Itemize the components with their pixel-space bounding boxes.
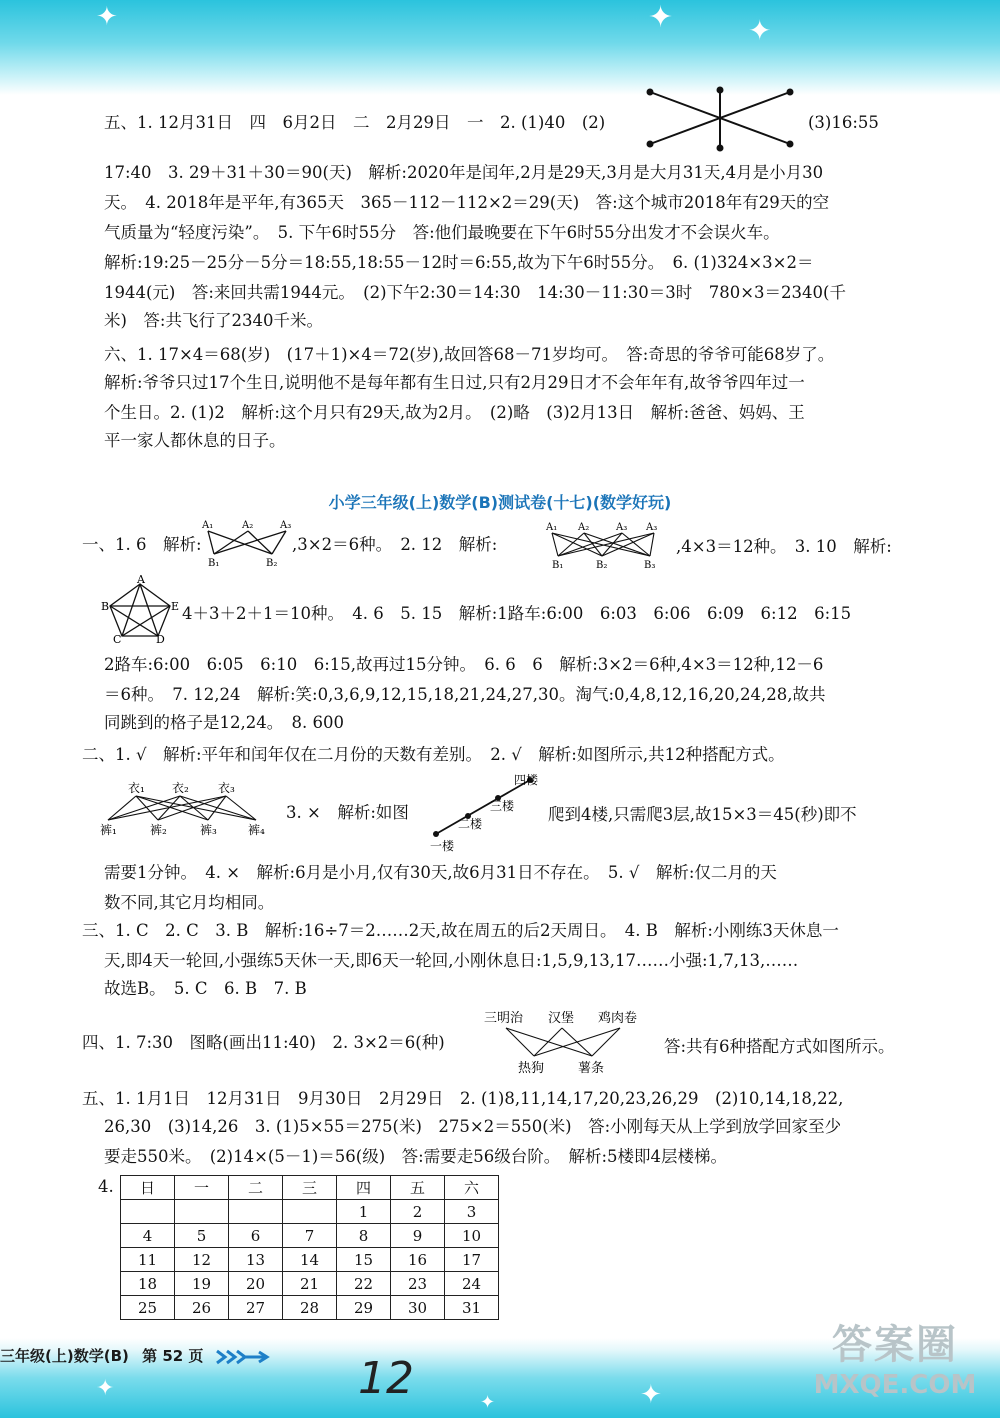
- calendar-cell: 19: [175, 1272, 229, 1296]
- line-pairing-figure: [640, 82, 800, 158]
- calendar-cell: 13: [229, 1248, 283, 1272]
- answer-line: 爬到4楼,只需爬3层,故15×3＝45(秒)即不: [548, 805, 857, 824]
- answer-line: 天,即4天一轮回,小强练5天休一天,即6天一轮回,小刚休息日:1,5,9,13,17……小强:1,7,13,……: [104, 951, 799, 970]
- svg-text:三楼: 三楼: [490, 799, 515, 813]
- pentagon-diagram: [100, 574, 180, 644]
- sparkle-icon: ✦: [748, 14, 772, 47]
- calendar-cell: 30: [391, 1296, 445, 1320]
- calendar-cell: 1: [337, 1200, 391, 1224]
- answer-line: 需要1分钟。 4. × 解析:6月是小月,仅有30天,故6月31日不存在。 5. √ 解析:仅二月的天: [104, 863, 777, 882]
- weekday-header: 日: [121, 1176, 175, 1200]
- sparkle-icon: ✦: [96, 2, 118, 32]
- answer-line: 五、1. 1月1日 12月31日 9月30日 2月29日 2. (1)8,11,14,17,20,23,26,29 (2)10,14,18,22,: [82, 1089, 844, 1108]
- svg-text:C: C: [113, 633, 122, 644]
- calendar-week-row: [121, 1200, 499, 1224]
- calendar-cell: 6: [229, 1224, 283, 1248]
- calendar-cell: 11: [121, 1248, 175, 1272]
- clothes-pairing-diagram: [98, 776, 278, 840]
- svg-text:A₃: A₃: [280, 520, 292, 531]
- calendar-cell: 15: [337, 1248, 391, 1272]
- svg-text:裤₃: 裤₃: [200, 823, 217, 837]
- answer-line: 一、1. 6 解析:: [82, 535, 202, 554]
- calendar-cell: 26: [175, 1296, 229, 1320]
- calendar-cell: 28: [283, 1296, 337, 1320]
- question-number: 4.: [98, 1177, 114, 1196]
- svg-text:衣₂: 衣₂: [172, 781, 189, 795]
- calendar-cell: [121, 1200, 175, 1224]
- svg-text:B₁: B₁: [208, 558, 220, 569]
- answer-line: 解析:19:25－25分－5分＝18:55,18:55－12时＝6:55,故为下午6时55分。 6. (1)324×3×2＝: [104, 253, 814, 272]
- calendar-cell: 12: [175, 1248, 229, 1272]
- svg-text:E: E: [171, 600, 180, 613]
- pairing-diagram-a-b: [200, 516, 296, 570]
- calendar-cell: 4: [121, 1224, 175, 1248]
- weekday-header: 四: [337, 1176, 391, 1200]
- watermark-url: MXQE.COM: [813, 1370, 977, 1400]
- calendar-cell: 9: [391, 1224, 445, 1248]
- answer-line: 解析:爷爷只过17个生日,说明他不是每年都有生日过,只有2月29日才不会年年有,故爷爷四年过一: [104, 373, 805, 392]
- calendar-cell: 3: [445, 1200, 499, 1224]
- calendar-cell: 20: [229, 1272, 283, 1296]
- calendar-cell: 7: [283, 1224, 337, 1248]
- calendar-cell: [283, 1200, 337, 1224]
- sparkle-icon: ✦: [640, 1380, 662, 1410]
- answer-line: 17:40 3. 29＋31＋30＝90(天) 解析:2020年是闰年,2月是29天,3月是大月31天,4月是小月30: [104, 163, 824, 182]
- answer-line: ,4×3＝12种。 3. 10 解析:: [676, 537, 892, 556]
- book-label: 三年级(上)数学(B): [0, 1347, 129, 1365]
- weekday-header: 三: [283, 1176, 337, 1200]
- handwritten-number: 12: [358, 1353, 414, 1404]
- svg-text:汉堡: 汉堡: [548, 1011, 575, 1026]
- calendar-cell: 18: [121, 1272, 175, 1296]
- svg-text:A: A: [137, 574, 145, 586]
- watermark-logo: [800, 1320, 990, 1410]
- answer-line: 米) 答:共飞行了2340千米。: [104, 311, 323, 330]
- svg-text:四楼: 四楼: [514, 773, 539, 787]
- answer-line: (3)16:55: [808, 113, 879, 132]
- answer-line: 平一家人都休息的日子。: [104, 431, 286, 450]
- svg-text:裤₄: 裤₄: [248, 823, 265, 837]
- svg-text:衣₁: 衣₁: [128, 781, 145, 795]
- stairs-diagram: [428, 770, 554, 852]
- answer-line: 气质量为“轻度污染”。 5. 下午6时55分 答:他们最晚要在下午6时55分出发才不会误火车。: [104, 223, 780, 242]
- calendar-cell: 5: [175, 1224, 229, 1248]
- calendar-cell: 25: [121, 1296, 175, 1320]
- svg-text:三明治: 三明治: [484, 1011, 524, 1026]
- watermark-text: 答案圈: [832, 1322, 958, 1368]
- svg-text:热狗: 热狗: [518, 1061, 545, 1076]
- answer-line: 三、1. C 2. C 3. B 解析:16÷7＝2……2天,故在周五的后2天周日。 4. B 解析:小刚练3天休息一: [82, 921, 839, 940]
- svg-text:B₂: B₂: [596, 560, 608, 571]
- calendar-header-row: [121, 1176, 499, 1200]
- svg-text:B: B: [101, 600, 110, 613]
- calendar-cell: 22: [337, 1272, 391, 1296]
- sparkle-icon: ✦: [648, 0, 674, 35]
- svg-text:A₃: A₃: [646, 522, 658, 533]
- calendar-cell: 24: [445, 1272, 499, 1296]
- calendar-week-row: [121, 1296, 499, 1320]
- weekday-header: 一: [175, 1176, 229, 1200]
- answer-line: 个生日。2. (1)2 解析:这个月只有29天,故为2月。 (2)略 (3)2月13日 解析:爸爸、妈妈、王: [104, 403, 805, 422]
- calendar-cell: 31: [445, 1296, 499, 1320]
- answer-line: 26,30 (3)14,26 3. (1)5×55＝275(米) 275×2＝550(米) 答:小刚每天从上学到放学回家至少: [104, 1117, 842, 1136]
- svg-text:一楼: 一楼: [430, 839, 455, 852]
- calendar-cell: 17: [445, 1248, 499, 1272]
- sparkle-icon: ✦: [96, 1376, 115, 1401]
- answer-line: ＝6种。 7. 12,24 解析:笑:0,3,6,9,12,15,18,21,24,27,30。淘气:0,4,8,12,16,20,24,28,故共: [104, 685, 826, 704]
- answer-line: 四、1. 7:30 图略(画出11:40) 2. 3×2＝6(种): [82, 1033, 445, 1052]
- answer-line: 故选B。 5. C 6. B 7. B: [104, 979, 307, 998]
- svg-text:裤₁: 裤₁: [100, 823, 117, 837]
- page-number: 第 52 页: [142, 1347, 204, 1365]
- calendar-cell: 2: [391, 1200, 445, 1224]
- calendar-cell: 27: [229, 1296, 283, 1320]
- calendar-cell: 21: [283, 1272, 337, 1296]
- calendar-cell: 8: [337, 1224, 391, 1248]
- svg-text:A₂: A₂: [242, 520, 254, 531]
- svg-text:A₂: A₂: [578, 522, 590, 533]
- svg-text:衣₃: 衣₃: [218, 781, 235, 795]
- calendar-week-row: [121, 1248, 499, 1272]
- sparkle-icon: ✦: [480, 1392, 496, 1413]
- answer-line: 天。 4. 2018年是平年,有365天 365－112－112×2＝29(天) 答:这个城市2018年有29天的空: [104, 193, 830, 212]
- calendar-week-row: [121, 1224, 499, 1248]
- answer-line: 答:共有6种搭配方式如图所示。: [664, 1037, 895, 1056]
- answer-line: 3. × 解析:如图: [286, 803, 409, 822]
- svg-text:B₂: B₂: [266, 558, 278, 569]
- calendar-table: [120, 1175, 499, 1320]
- pairing-diagram-a-b-2: [544, 518, 670, 572]
- answer-line: 要走550米。 (2)14×(5－1)＝56(级) 答:需要走56级台阶。 解析:5楼即4层楼梯。: [104, 1147, 728, 1166]
- answer-line: 同跳到的格子是12,24。 8. 600: [104, 713, 344, 732]
- svg-text:B₁: B₁: [552, 560, 564, 571]
- top-decorative-band: [0, 0, 1000, 95]
- answer-line: 1944(元) 答:来回共需1944元。 (2)下午2:30＝14:30 14:30－11:30＝3时 780×3＝2340(千: [104, 283, 846, 302]
- calendar-cell: 29: [337, 1296, 391, 1320]
- svg-text:薯条: 薯条: [578, 1061, 605, 1076]
- answer-line: 五、1. 12月31日 四 6月2日 二 2月29日 一 2. (1)40 (2): [104, 113, 606, 132]
- svg-text:裤₂: 裤₂: [150, 823, 167, 837]
- svg-text:A₁: A₁: [202, 520, 214, 531]
- calendar-cell: [175, 1200, 229, 1224]
- section-title: 小学三年级(上)数学(B)测试卷(十七)(数学好玩): [328, 493, 672, 512]
- page-footer: [0, 1345, 271, 1367]
- weekday-header: 六: [445, 1176, 499, 1200]
- svg-text:B₃: B₃: [644, 560, 656, 571]
- answer-line: 4＋3＋2＋1＝10种。 4. 6 5. 15 解析:1路车:6:00 6:03 6:06 6:09 6:12 6:15: [182, 604, 852, 623]
- calendar-cell: 14: [283, 1248, 337, 1272]
- weekday-header: 五: [391, 1176, 445, 1200]
- answer-line: 六、1. 17×4＝68(岁) (17＋1)×4＝72(岁),故回答68－71岁均可。 答:奇思的爷爷可能68岁了。: [104, 345, 835, 364]
- food-pairing-diagram: [478, 1006, 658, 1076]
- arrow-icon: [215, 1347, 271, 1367]
- calendar-cell: 16: [391, 1248, 445, 1272]
- calendar-week-row: [121, 1272, 499, 1296]
- answer-line: 数不同,其它月均相同。: [104, 893, 275, 912]
- weekday-header: 二: [229, 1176, 283, 1200]
- svg-text:鸡肉卷: 鸡肉卷: [598, 1011, 638, 1026]
- svg-text:A₃: A₃: [616, 522, 628, 533]
- calendar-cell: [229, 1200, 283, 1224]
- calendar-cell: 10: [445, 1224, 499, 1248]
- svg-text:二楼: 二楼: [458, 817, 483, 831]
- calendar-cell: 23: [391, 1272, 445, 1296]
- answer-line: 2路车:6:00 6:05 6:10 6:15,故再过15分钟。 6. 6 6 解析:3×2＝6种,4×3＝12种,12－6: [104, 655, 824, 674]
- answer-line: 二、1. √ 解析:平年和闰年仅在二月份的天数有差别。 2. √ 解析:如图所示,共12种搭配方式。: [82, 745, 785, 764]
- svg-text:A₁: A₁: [546, 522, 558, 533]
- svg-text:D: D: [156, 633, 165, 644]
- answer-line: ,3×2＝6种。 2. 12 解析:: [292, 535, 498, 554]
